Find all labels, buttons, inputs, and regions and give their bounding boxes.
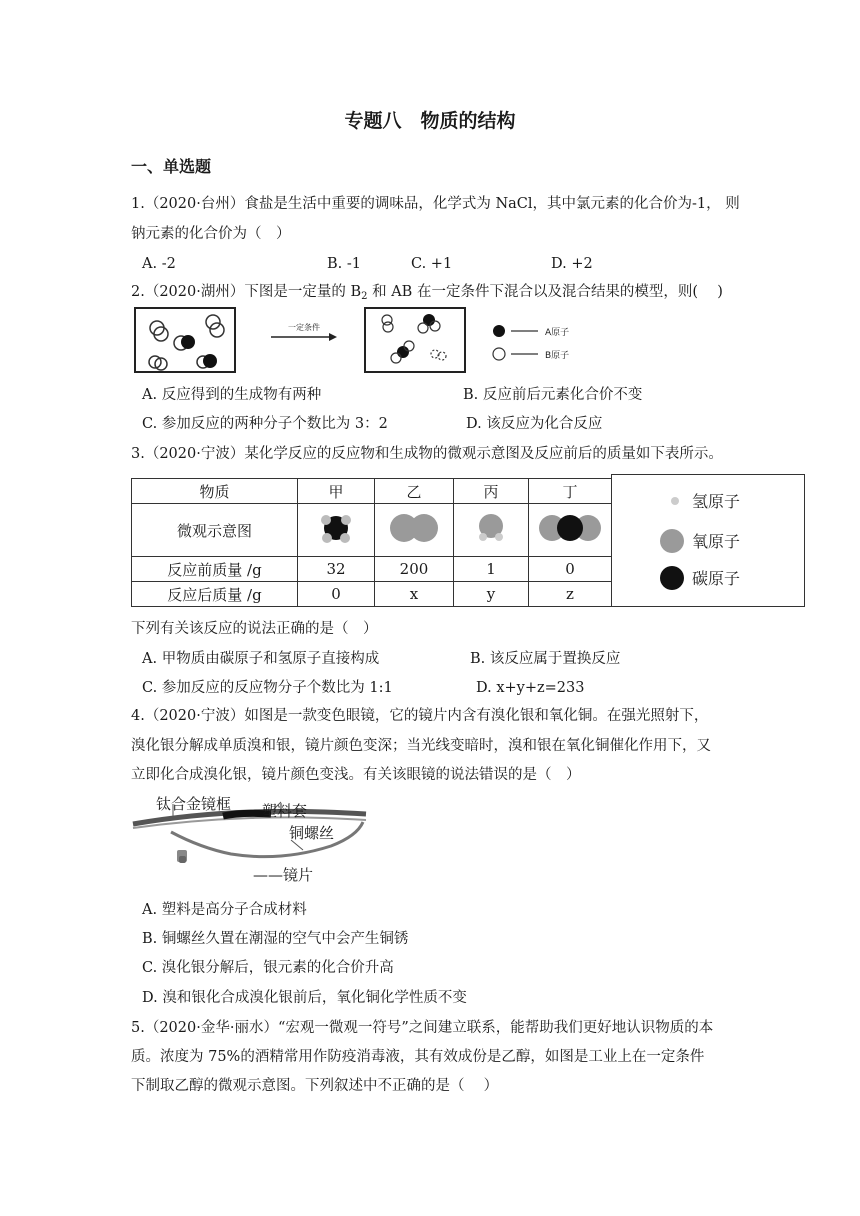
molecule-bing <box>454 504 529 557</box>
table-cell: 32 <box>298 557 375 582</box>
label-screw: 铜螺丝 <box>289 824 335 842</box>
table-cell: 1 <box>454 557 529 582</box>
legend-hydrogen: 氢原子 <box>692 492 741 511</box>
header-cell: 丙 <box>454 479 529 504</box>
q4-stem-line3: 立即化合成溴化银，镜片颜色变浅。有关该眼镜的说法错误的是（ ） <box>131 767 581 783</box>
q1-option-c: C. +1 <box>411 256 453 272</box>
glasses-lens-rim <box>171 822 363 857</box>
molecule-yi <box>375 504 454 557</box>
table-cell: 0 <box>298 582 375 607</box>
table-cell: 200 <box>375 557 454 582</box>
oxygen-atom-icon <box>660 529 684 553</box>
q2-option-a: A. 反应得到的生成物有两种 <box>142 387 322 403</box>
q4-option-c: C. 溴化银分解后，银元素的化合价升高 <box>142 960 394 976</box>
legend-carbon: 碳原子 <box>692 569 741 588</box>
q2-molecule-figure <box>133 306 603 376</box>
q1-option-a: A. -2 <box>142 256 176 272</box>
table-cell: x <box>375 582 454 607</box>
table-cell: 0 <box>529 557 612 582</box>
q4-option-a: A. 塑料是高分子合成材料 <box>142 902 307 918</box>
molecule-ding <box>529 504 612 557</box>
q3-option-d: D. x+y+z=233 <box>476 680 585 696</box>
carbon-dioxide-molecule-icon <box>534 508 606 548</box>
q3-atom-legend <box>611 474 805 607</box>
q5-stem-line1: 5.（2020·金华·丽水）“宏观一微观一符号”之间建立联系，能帮助我们更好地认识物质的本 <box>131 1020 714 1036</box>
header-cell: 丁 <box>529 479 612 504</box>
oxygen-molecule-icon <box>386 508 442 548</box>
row-label: 反应前质量 /g <box>132 557 298 582</box>
q2-option-c: C. 参加反应的两种分子个数比为 3：2 <box>142 416 388 432</box>
atom-legend-figure <box>612 475 804 606</box>
legend-oxygen: 氧原子 <box>692 532 741 551</box>
q1-stem-line2: 钠元素的化合价为（ ） <box>131 226 291 242</box>
row-label: 反应后质量 /g <box>132 582 298 607</box>
q4-stem-line1: 4.（2020·宁波）如图是一款变色眼镜，它的镜片内含有溴化银和氧化铜。在强光照射下， <box>131 708 709 724</box>
legend-a-label: A原子 <box>545 328 570 338</box>
q3-stem: 3.（2020·宁波）某化学反应的反应物和生成物的微观示意图及反应前后的质量如下表所示。 <box>131 446 723 462</box>
q2-stem: 2.（2020·湖州）下图是一定量的 $B_2$ 和 AB 在一定条件下混合以及混合结果的模型，则( ) <box>131 284 723 302</box>
header-cell: 物质 <box>132 479 298 504</box>
molecule-jia <box>298 504 375 557</box>
q2-option-b: B. 反应前后元素化合价不变 <box>463 387 643 403</box>
q4-stem-line2: 溴化银分解成单质溴和银，镜片颜色变深；当光线变暗时，溴和银在氧化铜催化作用下，又 <box>131 738 711 754</box>
page-title: 专题八 物质的结构 <box>344 110 516 132</box>
after-box <box>365 308 465 372</box>
q4-option-d: D. 溴和银化合成溴化银前后，氧化铜化学性质不变 <box>142 990 467 1006</box>
table-cell: y <box>454 582 529 607</box>
q3-option-b: B. 该反应属于置换反应 <box>470 651 621 667</box>
label-sleeve: 塑料套 <box>262 802 308 820</box>
q3-question: 下列有关该反应的说法正确的是（ ） <box>131 621 378 637</box>
q4-option-b: B. 铜螺丝久置在潮湿的空气中会产生铜锈 <box>142 931 409 947</box>
arrow-label: 一定条件 <box>288 323 320 332</box>
q1-option-d: D. +2 <box>551 256 593 272</box>
label-frame: 钛合金镜框 <box>156 795 232 813</box>
header-cell: 甲 <box>298 479 375 504</box>
q3-option-c: C. 参加反应的反应物分子个数比为 1:1 <box>142 680 393 696</box>
q3-option-a: A. 甲物质由碳原子和氢原子直接构成 <box>142 651 380 667</box>
q2-option-d: D. 该反应为化合反应 <box>466 416 603 432</box>
q1-option-b: B. -1 <box>327 256 361 272</box>
hydrogen-atom-icon <box>671 497 679 505</box>
q5-stem-line3: 下制取乙醇的微观示意图。下列叙述中不正确的是（ ） <box>131 1078 499 1094</box>
legend-b-label: B原子 <box>545 351 570 361</box>
q5-stem-line2: 质。浓度为 75%的酒精常用作防疫消毒液，其有效成份是乙醇，如图是工业上在一定条件 <box>131 1049 705 1065</box>
water-molecule-icon <box>471 508 511 548</box>
table-cell: z <box>529 582 612 607</box>
header-cell: 乙 <box>375 479 454 504</box>
q1-stem-line1: 1.（2020·台州）食盐是生活中重要的调味品，化学式为 NaCl，其中氯元素的化合价为-1， 则 <box>131 196 740 212</box>
carbon-atom-icon <box>660 566 684 590</box>
methane-molecule-icon <box>316 508 356 548</box>
label-lens: ——镜片 <box>253 866 314 884</box>
q3-table <box>131 478 612 607</box>
section-title: 一、单选题 <box>131 157 212 176</box>
row-label: 微观示意图 <box>132 504 298 557</box>
